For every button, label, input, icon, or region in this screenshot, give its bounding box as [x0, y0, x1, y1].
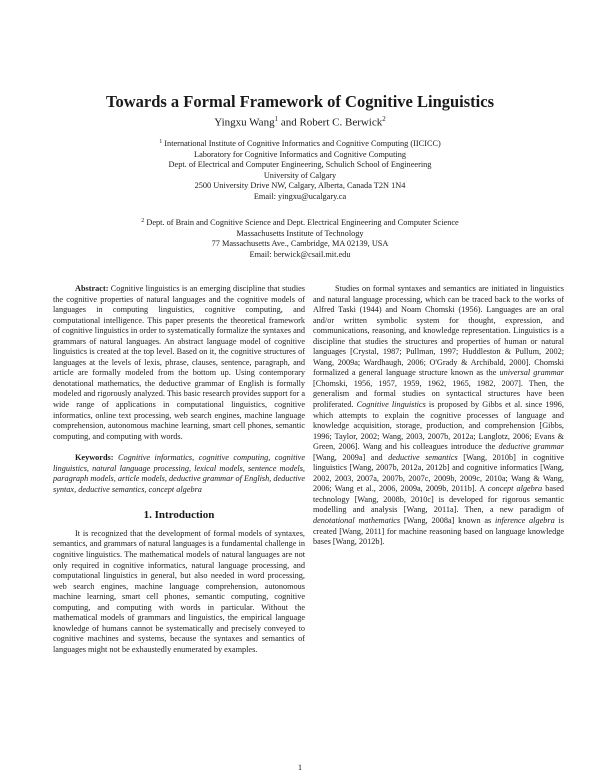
paper-title: Towards a Formal Framework of Cognitive Linguistics — [105, 92, 495, 111]
abstract-label: Abstract: — [75, 284, 109, 293]
p2-text: [Chomski, 1956, 1957, 1959, 1962, 1965, 1982, 2007]. Then, the generalism and formal studies on syntactical structures have been proliferated. — [313, 378, 564, 410]
affiliation-1-line — [0, 137, 600, 150]
author-1-name: Yingxu Wang — [214, 116, 275, 129]
left-column — [53, 284, 305, 656]
author-2-name: Robert C. Berwick — [299, 116, 383, 129]
author-line — [0, 115, 600, 129]
section-heading-introduction: 1. Introduction — [143, 509, 215, 522]
affiliation-1-line-text: International Institute of Cognitive Informatics and Cognitive Computing (IICICC) — [164, 139, 441, 148]
p2-italic-term: denotational mathematics — [313, 516, 401, 526]
p2-text: [Wang, 2009a] and — [313, 452, 389, 462]
p2-italic-term: deductive semantics — [388, 452, 458, 462]
affiliation-2 — [0, 216, 600, 260]
p2-text: [Wang, 2008a] known as — [400, 516, 495, 526]
author-2-sup: 2 — [382, 115, 386, 123]
right-column — [313, 284, 564, 548]
p2-italic-term: universal grammar — [499, 368, 564, 378]
affiliation-2-email: Email: berwick@csail.mit.edu — [249, 249, 351, 259]
affiliation-1 — [0, 137, 600, 203]
keywords-label: Keywords: — [75, 453, 114, 463]
abstract-paragraph — [53, 284, 305, 442]
author-conjunction: and — [280, 116, 297, 129]
affiliation-1-line: 2500 University Drive NW, Calgary, Alberta, Canada T2N 1N4 — [194, 181, 406, 191]
abstract-text: Cognitive linguistics is an emerging discipline that studies the cognitive properties of natural languages and the cognitive models of languages in computing linguistics, cognitive computing, and computational intelligence. This paper presents the theoretical framework of cognitive linguistics in order to systematically formalize the syntaxes and grammars of natural languages. An abstract language model of cognitive linguistics is created at the top level. Based on it, the cognitive structures of languages at the levels of lexis, phrase, clauses, sentence, paragraph, and article are formally modeled from the bottom up. Using contemporary denotational mathematics, the deductive grammar of English is formally modeled and rigorously analyzed. This basic research provides support for a wide range of applications in computational linguistics, cognitive informatics, online text processing, web search engines, machine language comprehension, autonomous machine learning, smart cell phones, semantic computing, and computing with words. — [53, 284, 306, 441]
p2-text: [Wang, 2010b] in cognitive linguistics [Wang, 2007b, 2012a, 2012b] and cognitive informatics [Wang, 2002, 2003, 2007a, 2007b, 2007c, 2009b, 2009c, 2010a; Wang & Wang, 2006; Wang et al., 2006, 2009a, 2009b, 2011b]. A — [313, 452, 564, 494]
intro-paragraph-1: It is recognized that the development of formal models of syntaxes, semantics, and grammars of natural languages is a fundamental challenge in cognitive linguistics. The mathematical models of natural languages are not only required in cognitive informatics, natural language processing, and computational linguistics in general, but also needed in word processing, web search engines, machine language comprehension, autonomous machine learning, smart cell phones, semantic computing, cognitive computing, and computing with words in particular. Without the mathematical models of grammars and linguistics, the empirical language knowledge of humans cannot be systematically and precisely conveyed to cognitive machines and systems, because the syntaxes and semantics of languages might not be exhaustedly enumerated by examples. — [53, 528, 305, 654]
p2-italic-term: concept algebra — [487, 484, 543, 494]
keywords-text: Cognitive informatics, cognitive computing, cognitive linguistics, natural language processing, lexical models, sentence models, paragraph models, article models, deductive grammar of English, deductive syntax, deductive semantics, concept algebra — [53, 453, 305, 494]
affiliation-1-sup: 1 — [159, 139, 163, 145]
affiliation-1-line: Dept. of Electrical and Computer Engineering, Schulich School of Engineering — [168, 160, 432, 170]
affiliation-2-line: 77 Massachusetts Ave., Cambridge, MA 02139, USA — [211, 239, 389, 249]
intro-paragraph-2 — [313, 284, 564, 548]
p2-text: is proposed by Gibbs et al. since 1996, which attempts to explain the cognitive processes of language and knowledge acquisition, storage, production, and comprehension [Gibbs, 1996; Taylor, 2002; Wang, 2003, 2007b, 2012a; Langlotz, 2006; Evans & Green, 2006]. Wang and his colleagues introduce the — [313, 400, 564, 452]
affiliation-2-line-text: Dept. of Brain and Cognitive Science and Dept. Electrical Engineering and Computer Science — [146, 218, 459, 227]
page-number: 1 — [297, 762, 303, 772]
affiliation-2-sup: 2 — [141, 218, 145, 224]
p2-italic-term: Cognitive linguistics — [356, 400, 426, 410]
p2-text: based technology [Wang, 2008b, 2010c] is developed for rigorous semantic modelling and analysis [Wang, 2011a]. Then, a new paradigm of — [313, 484, 564, 515]
affiliation-1-line: Laboratory for Cognitive Informatics and Cognitive Computing — [194, 149, 406, 159]
affiliation-1-line: University of Calgary — [263, 170, 337, 180]
p2-italic-term: inference algebra — [494, 516, 555, 526]
p2-text: is created [Wang, 2011] for machine reasoning based on language knowledge bases [Wang, 2012b]. — [313, 516, 564, 547]
author-1-sup: 1 — [274, 115, 279, 123]
p2-italic-term: deductive grammar — [498, 442, 564, 452]
affiliation-2-line: Massachusetts Institute of Technology — [236, 228, 364, 238]
affiliation-1-email: Email: yingxu@ucalgary.ca — [253, 191, 347, 201]
affiliation-2-line — [0, 216, 600, 229]
keywords-paragraph — [53, 453, 305, 495]
p2-text: Studies on formal syntaxes and semantics are initiated in linguistics and natural language processing, which can be traced back to the works of Alfred Taski (1944) and Noam Chomski (1956). Languages are an oral and/or written symbolic system for thought, expression, and communications, reasoning, and knowledge representation. Linguistics is a discipline that studies the structures and properties of human or natural languages [Crystal, 1987; Pullman, 1997; Huddleston & Pullum, 2002; Wang, 2009a; Wardhaugh, 2006; O'Grady & Archibald, 2000]. Chomski formalized a general language structure known as the — [313, 284, 564, 378]
